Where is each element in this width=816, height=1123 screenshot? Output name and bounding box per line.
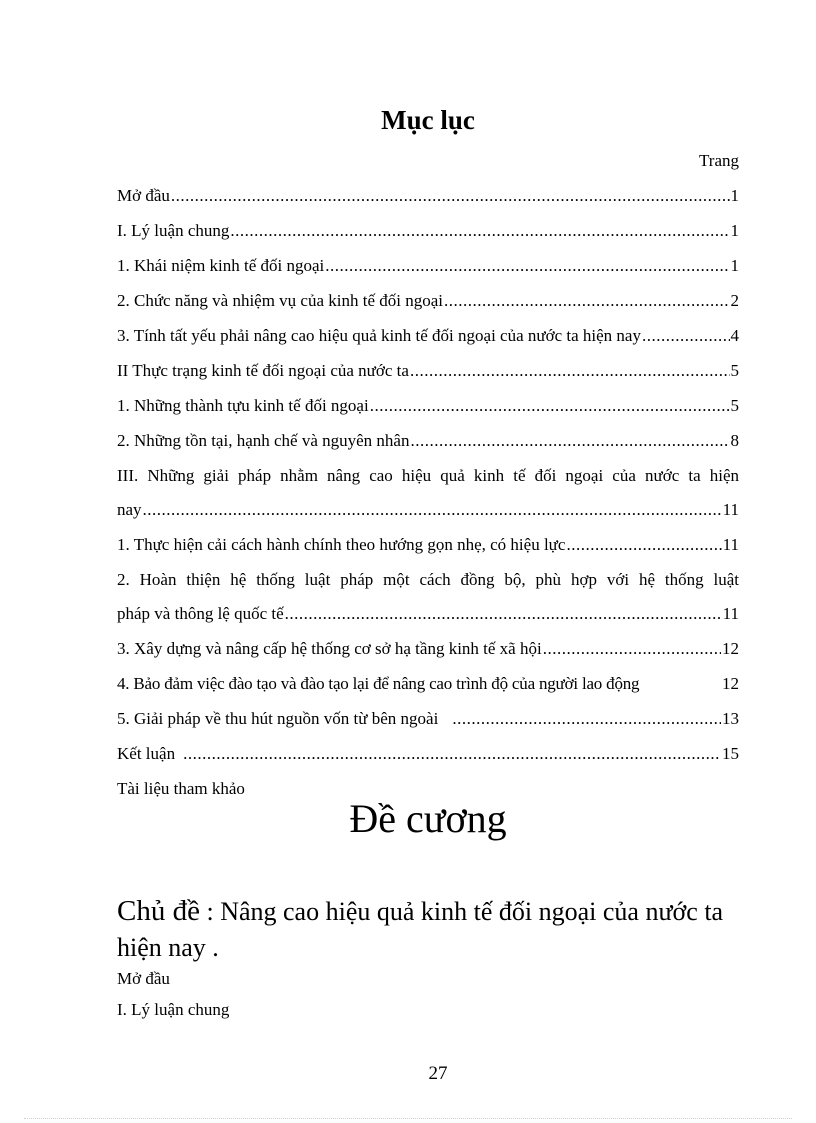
- dot-leader: [230, 220, 729, 242]
- toc-entry-page: 4: [730, 326, 739, 345]
- toc-entry-page: 15: [722, 744, 739, 763]
- toc-entry-text: 4. Bảo đảm việc đào tạo và đào tạo lại để nâng cao trình độ của người lao động: [117, 674, 640, 693]
- toc-entry[interactable]: [117, 638, 739, 673]
- toc-entry-page: 12: [722, 639, 739, 658]
- toc-entry[interactable]: [117, 673, 739, 708]
- toc-entry-text: 3. Tính tất yếu phải nâng cao hiệu quả kinh tế đối ngoại của nước ta hiện nay: [117, 326, 641, 345]
- toc-entry-page: 11: [722, 604, 739, 623]
- toc-entry[interactable]: [117, 185, 739, 220]
- toc-entry-page: 1: [730, 221, 739, 240]
- subject-text: : Nâng cao hiệu quả kinh tế đối ngoại của nước ta hiện nay .: [117, 897, 724, 962]
- subject-label: Chủ đề: [117, 895, 200, 927]
- dot-leader: [325, 255, 729, 277]
- dot-leader: [444, 290, 729, 312]
- toc-entry-page: 8: [730, 431, 739, 450]
- page-number: 27: [428, 1063, 448, 1084]
- toc-entry-page: 1: [730, 186, 739, 205]
- toc-entry-page: 5: [730, 361, 739, 380]
- dot-leader: [171, 185, 730, 207]
- toc-entry-text: 1. Thực hiện cải cách hành chính theo hướng gọn nhẹ, có hiệu lực: [117, 535, 566, 554]
- toc-entry-text: Mở đầu: [117, 186, 170, 205]
- toc-entry[interactable]: [117, 360, 739, 395]
- toc-entry-text: 3. Xây dựng và nâng cấp hệ thống cơ sở hạ tầng kinh tế xã hội: [117, 639, 542, 658]
- toc-entry-text: I. Lý luận chung: [117, 221, 230, 240]
- toc-title: Mục lục: [381, 105, 475, 135]
- toc-entry-page: 2: [730, 291, 739, 310]
- dot-leader: [566, 534, 721, 556]
- toc-entry[interactable]: [117, 708, 739, 743]
- dot-leader: [143, 499, 722, 521]
- toc-entry[interactable]: [117, 255, 739, 290]
- toc-entry-page: 12: [722, 674, 739, 693]
- outline-title: Đề cương: [349, 796, 507, 841]
- outline-item: Mở đầu: [117, 969, 170, 988]
- toc-entry[interactable]: [117, 220, 739, 255]
- toc-entry-text-line: 2. Hoàn thiện hệ thống luật pháp một cách đồng bộ, phù hợp với hệ thống luật: [117, 570, 739, 589]
- toc-entry-page: 1: [730, 256, 739, 275]
- toc-entry-text: 5. Giải pháp về thu hút nguồn vốn từ bên ngoài: [117, 709, 439, 728]
- dot-leader: [410, 360, 730, 382]
- table-of-contents: [117, 185, 739, 813]
- dot-leader: [543, 638, 721, 660]
- toc-entry[interactable]: [117, 395, 739, 430]
- toc-entry-text: Kết luận: [117, 744, 176, 763]
- toc-entry[interactable]: [117, 325, 739, 360]
- dot-leader: [183, 743, 721, 765]
- toc-entry-text: II Thực trạng kinh tế đối ngoại của nước ta: [117, 361, 409, 380]
- outline-item: I. Lý luận chung: [117, 1000, 230, 1019]
- toc-entry-text: nay: [117, 500, 142, 519]
- dot-leader: [642, 325, 730, 347]
- toc-entry-text: 2. Những tồn tại, hạnh chế và nguyên nhân: [117, 431, 410, 450]
- toc-entry-text: 1. Những thành tựu kinh tế đối ngoại: [117, 396, 369, 415]
- toc-entry[interactable]: [117, 430, 739, 465]
- toc-entry[interactable]: [117, 569, 739, 638]
- toc-entry[interactable]: [117, 743, 739, 778]
- toc-entry[interactable]: [117, 290, 739, 325]
- toc-page-column-label: Trang: [699, 151, 739, 170]
- toc-entry-page: 11: [722, 535, 739, 554]
- toc-entry-text: Tài liệu tham khảo: [117, 779, 245, 798]
- toc-entry-page: 11: [722, 500, 739, 519]
- toc-entry[interactable]: [117, 465, 739, 534]
- toc-entry-text: pháp và thông lệ quốc tế: [117, 604, 284, 623]
- toc-entry-text-line: III. Những giải pháp nhằm nâng cao hiệu quả kinh tế đối ngoại của nước ta hiện: [117, 466, 739, 485]
- page-bottom-divider: [24, 1118, 792, 1119]
- toc-entry-text: 2. Chức năng và nhiệm vụ của kinh tế đối ngoại: [117, 291, 444, 310]
- toc-entry-page: 5: [730, 396, 739, 415]
- toc-entry-text: 1. Khái niệm kinh tế đối ngoại: [117, 256, 325, 275]
- toc-entry[interactable]: [117, 534, 739, 569]
- toc-entry-page: 13: [722, 709, 739, 728]
- dot-leader: [452, 708, 721, 730]
- dot-leader: [285, 603, 722, 625]
- outline-subject: [117, 893, 757, 966]
- dot-leader: [370, 395, 730, 417]
- dot-leader: [410, 430, 729, 452]
